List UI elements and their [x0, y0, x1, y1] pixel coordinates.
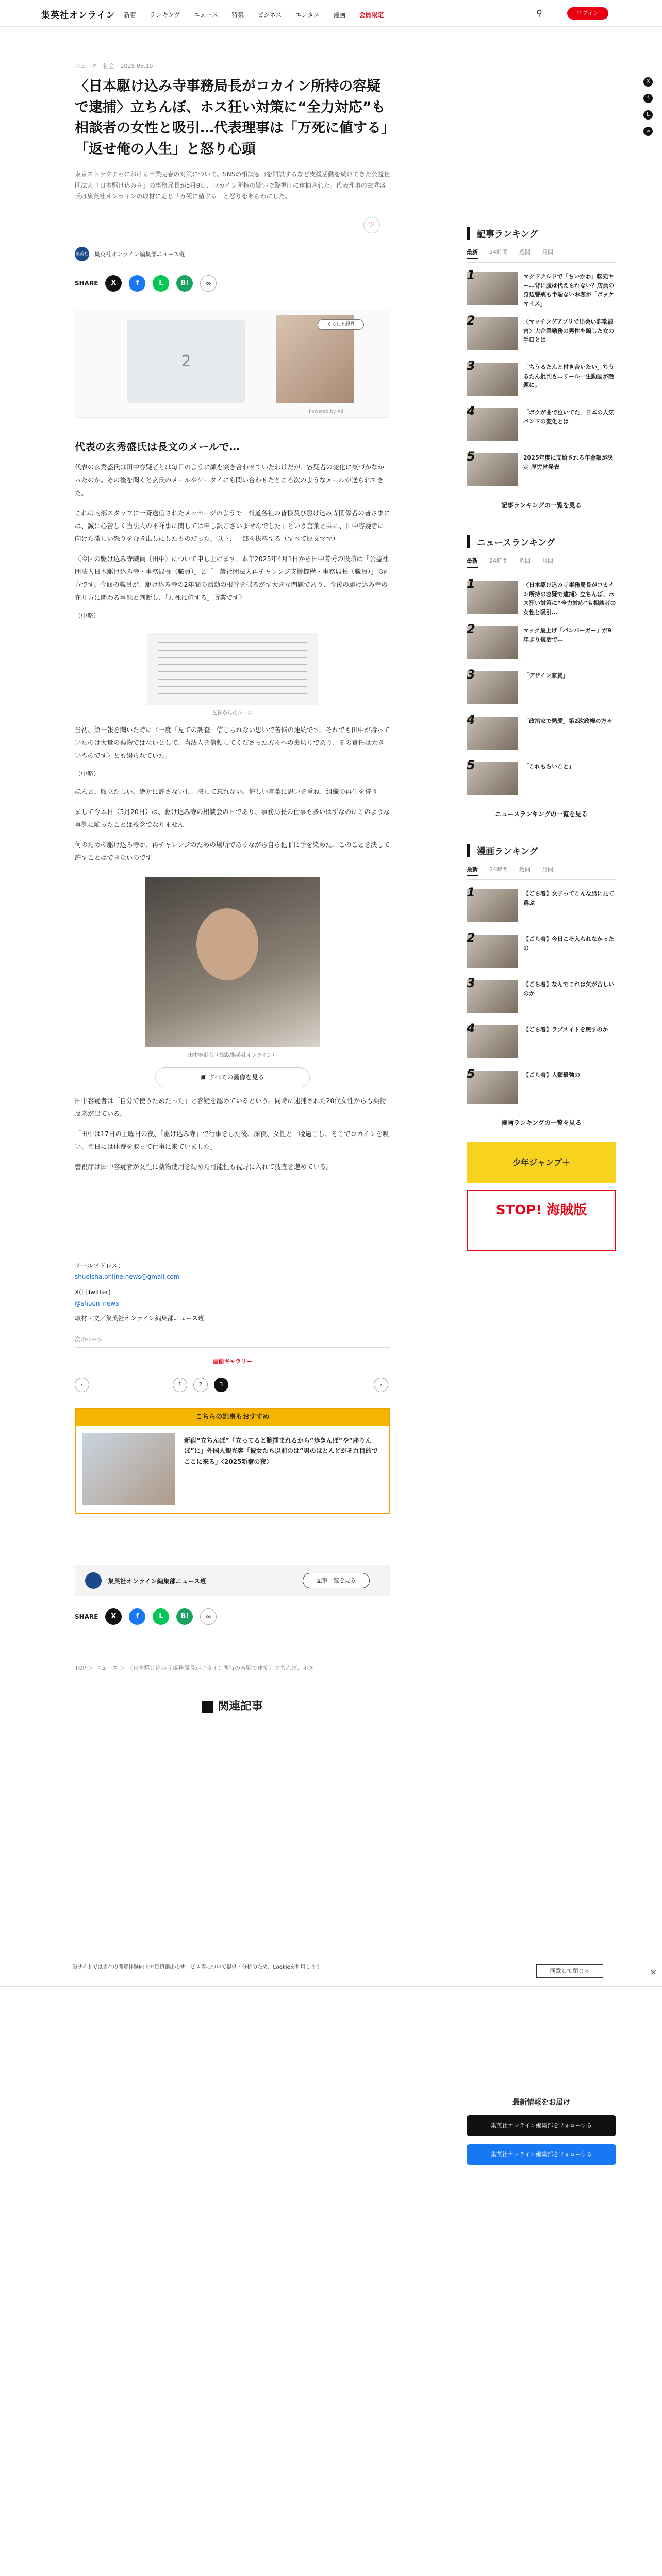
latest-info-title: 最新情報をお届け	[512, 2098, 570, 2107]
contact-mail-label: メールアドレス：	[75, 1262, 124, 1269]
copy-link-button[interactable]: ∞	[200, 275, 217, 292]
related-heading: 関連記事	[75, 1698, 390, 1714]
paragraph: まして今本日（5月20日）は、駆け込み寺の相談会の日であり、事務局長の仕事も多いはずなのにこのような事態に陥ったことは残念でなりません	[75, 807, 390, 828]
contact-x-label: X(旧Twitter)	[75, 1288, 111, 1296]
ranking-item[interactable]: 4 【ごら着】ラブメイトを戻すのか	[467, 1025, 616, 1061]
copy-link-button[interactable]: ∞	[200, 1608, 217, 1625]
sidebar	[467, 227, 616, 1251]
x-share-button[interactable]: X	[105, 275, 122, 292]
tab-week[interactable]: 週間	[519, 557, 531, 564]
site-logo[interactable]: 集英社オンライン	[41, 10, 115, 21]
line-share-button[interactable]: L	[153, 275, 169, 292]
tab-week[interactable]: 週間	[519, 866, 531, 873]
tab-month[interactable]: 月間	[542, 557, 553, 564]
ranking-more-link[interactable]: 記事ランキングの一覧を見る	[501, 502, 582, 509]
ranking-item[interactable]: 5 2025年度に支給される年金額が決定 厚労省発表	[467, 453, 616, 489]
crumb-news[interactable]: ニュース	[75, 63, 97, 70]
ranking-item[interactable]: 5 「これもちいこと」	[467, 762, 616, 798]
nav-members[interactable]: 会員限定	[359, 11, 384, 19]
author-follow-box	[75, 1565, 390, 1596]
tab-week[interactable]: 週間	[519, 249, 531, 256]
crumb-social[interactable]: 社会	[103, 63, 114, 70]
follow-x-button[interactable]: 集英社オンライン編集部をフォローする	[467, 2115, 616, 2136]
next-page-link[interactable]: 次のページ	[75, 1335, 390, 1348]
login-button[interactable]: ログイン	[567, 7, 608, 20]
page-3[interactable]: 3	[214, 1378, 228, 1392]
follow-facebook-button[interactable]: 集英社オンライン編集部をフォローする	[467, 2144, 616, 2165]
ad-promo[interactable]	[75, 310, 390, 418]
manga-ranking-more-link[interactable]: 漫画ランキングの一覧を見る	[501, 1119, 582, 1126]
share-row-bottom	[75, 1606, 390, 1627]
hatena-share-button[interactable]: B!	[176, 1608, 193, 1625]
prev-page-button[interactable]: ‹	[75, 1378, 89, 1392]
share-label: SHARE	[75, 1613, 98, 1620]
contact-x-link[interactable]: @shuon_news	[75, 1299, 119, 1307]
suspect-photo[interactable]	[145, 877, 320, 1047]
nav-new[interactable]: 新着	[124, 11, 137, 19]
contact-block	[75, 1261, 390, 1325]
page-2[interactable]: 2	[193, 1378, 208, 1392]
news-ranking-heading: ニュースランキング	[467, 535, 616, 548]
paragraph: 〈今回の駆け込み寺職員（田中）について申し上げます。本年2025年4月1日から田中芳秀の役職は「公益社団法人日本駆け込み寺・事務局長（職員）」と「一般社団法人再チャレンジ支援機構・事務局長（職員）」の両方です。今回の職員が、駆け込み寺の2年間の活動の根幹を揺るがす大きな問題であり、今後の駆け込み寺の在り方に関わる事態と判断し、「万死に値する」所業です〉	[75, 554, 390, 601]
author-name[interactable]: 集英社オンライン編集部ニュース班	[94, 250, 185, 258]
share-label: SHARE	[75, 280, 98, 287]
site-header	[0, 0, 662, 27]
ranking-item[interactable]: 2 〈マッチングアプリで出会い詐欺被害〉大企業勤務の男性を騙した女の手口とは	[467, 317, 616, 353]
tab-24h[interactable]: 24時間	[489, 557, 508, 564]
ranking-item[interactable]: 5 【ごら着】人類最強の	[467, 1071, 616, 1107]
nav-feature[interactable]: 特集	[231, 11, 244, 19]
x-share-icon[interactable]: X	[643, 77, 653, 87]
share-row	[75, 274, 390, 294]
photo-caption: 田中容疑者（撮影/集英社オンライン）	[188, 1052, 277, 1058]
ranking-item[interactable]: 1 マクドナルドで「ちいかわ」転売ヤー…背に腹は代えられない？店員の身辺警戒も半端ないお客が「ポッケマイス」	[467, 268, 614, 307]
ranking-item[interactable]: 4 「ボクが曲で泣いてた」日本の人気バンドの変化とは	[467, 408, 616, 444]
nav-manga[interactable]: 漫画	[333, 11, 346, 19]
tab-month[interactable]: 月間	[542, 249, 553, 256]
ranking-item[interactable]: 3 「デザイン家賃」	[467, 671, 616, 707]
section-heading: 代表の玄秀盛氏は長文のメールで…	[75, 440, 240, 453]
reco-header: こちらの記事もおすすめ	[76, 1409, 389, 1426]
latest-info-box	[467, 2097, 616, 2165]
nav-business[interactable]: ビジネス	[257, 11, 282, 19]
manga-ranking-heading: 漫画ランキング	[467, 844, 616, 857]
line-share-icon[interactable]: L	[643, 110, 653, 120]
facebook-share-button[interactable]: f	[129, 1608, 145, 1625]
main-nav	[124, 10, 384, 19]
paragraph: 田中容疑者は「自分で使うためだった」と容疑を認めているという。同時に逮捕された20代女性からも薬物反応が出ている。	[75, 1096, 386, 1117]
gallery-link[interactable]: 画像ギャラリー	[212, 1358, 253, 1365]
ranking-item[interactable]: 2 マック最上げ「バンバーガー」が9年ぶり復活で…	[467, 626, 616, 662]
ranking-item[interactable]: 2 【ごら着】今日こそ入られなかったの	[467, 935, 616, 971]
article-list-button[interactable]: 記事一覧を見る	[303, 1573, 370, 1588]
paragraph: ほんと、腹立たしい。絶対に許さないし、決して忘れない。悔しい言葉に思いを重ね、組織の再生を誓う	[75, 787, 378, 795]
all-images-button[interactable]: ▣ すべての画像を見る	[155, 1067, 310, 1087]
cookie-banner	[0, 1958, 662, 1987]
ranking-item[interactable]: 3 【ごら着】なんでこれは気が苦しいのか	[467, 980, 616, 1016]
promo-tag: くらしと経営	[318, 319, 364, 330]
cookie-accept-button[interactable]: 同意して閉じる	[536, 1964, 603, 1978]
paragraph: これは内部スタッフに一斉送信されたメッセージのようで「報道各社の皆様及び駆け込み寺関係者の皆さまには、誠に心苦しく当法人の不祥事に関しては申し訳ございませんでした」という言葉と共に、田中容疑者に向けた激しい怒りをむき出しにしたものだった。以下、一部を抜粋する（すべて原文ママ）	[75, 509, 390, 543]
contact-mail-link[interactable]: shueisha.online.news@gmail.com	[75, 1273, 180, 1281]
like-row	[75, 216, 390, 236]
nav-news[interactable]: ニュース	[193, 11, 219, 19]
manga-ranking-tabs	[467, 865, 616, 880]
ranking-item[interactable]: 4 「政治家で熱愛」第2次政権の方々	[467, 717, 616, 753]
breadcrumb	[75, 62, 390, 70]
author-avatar[interactable]	[85, 1572, 102, 1589]
email-image[interactable]	[147, 633, 318, 705]
ad-banner-stop-piracy[interactable]: STOP! 海賊版	[467, 1190, 616, 1251]
reco-title[interactable]: 新宿“立ちんぼ”「立ってると腕掴まれるから”歩きんぼ”や”座りんぼ”に」外国人観光客「彼女たち以前のは”男のほとんどがそれ目的でここに来る」〈2025新宿の夜〉	[184, 1436, 378, 1465]
ranking-tabs	[467, 248, 616, 263]
tab-24h[interactable]: 24時間	[489, 866, 508, 873]
floating-share-rail	[642, 77, 654, 136]
publish-date: 2025.05.10	[120, 63, 153, 70]
ranking-item[interactable]: 1 〈日本駆け込み寺事務局長がコカイン所持の容疑で逮捕〉立ちんぼ、ホス狂い対策に“全力対応”も相談者の女性と吸引…	[467, 577, 616, 616]
facebook-share-icon[interactable]: f	[643, 94, 653, 103]
article-ranking-heading: 記事ランキング	[467, 227, 616, 240]
ranking-item[interactable]: 1 【ごら着】女子ってこんな風に見て選ぶ	[467, 889, 616, 925]
nav-ranking[interactable]: ランキング	[150, 11, 180, 19]
tab-latest[interactable]: 最新	[467, 865, 478, 876]
line-share-button[interactable]: L	[153, 1608, 169, 1625]
tab-24h[interactable]: 24時間	[489, 249, 508, 256]
paragraph: 当初、第一報を聞いた時に〈一度「見ての調査」信じられない思いで苦悩の連続です。それでも田中が持っていたのは大量の薬物ではないとして、当法人を信頼してくださった方々への裏切りであり、その責任は大きいものです〉とも綴られていた。	[75, 725, 390, 759]
article-title: 〈日本駆け込み寺事務局長がコカイン所持の容疑で逮捕〉立ちんぼ、ホス狂い対策に“全力対応”も相談者の女性と吸引…代表理事は「万死に値する」「返せ俺の人生」と怒り心頭	[75, 78, 388, 157]
author-row	[75, 247, 390, 261]
x-share-button[interactable]: X	[105, 1608, 122, 1625]
article-main	[75, 62, 390, 1714]
author-name[interactable]: 集英社オンライン編集部ニュース班	[108, 1577, 207, 1585]
next-page-button[interactable]: ›	[374, 1378, 388, 1392]
promo-powered: Powered by Ad	[309, 409, 343, 414]
tab-latest[interactable]: 最新	[467, 248, 478, 259]
tab-latest[interactable]: 最新	[467, 556, 478, 568]
close-icon[interactable]: ×	[650, 1967, 657, 1977]
reco-image	[82, 1433, 175, 1505]
mid-label: （中略）	[75, 770, 100, 777]
credit: 取材・文／集英社オンライン編集部ニュース班	[75, 1315, 205, 1323]
ad-banner-jump[interactable]: 少年ジャンプ＋	[467, 1142, 616, 1183]
pagination	[75, 1376, 390, 1396]
hatena-share-button[interactable]: B!	[176, 275, 193, 292]
paragraph: 「田中は17日の土曜日の夜、「駆け込み寺」で行事をした後、深夜、女性と一晩過ごし、そこでコカインを吸い、翌日には休養を取って仕事に来ていました」	[75, 1129, 389, 1150]
recommended-box[interactable]	[75, 1408, 390, 1514]
copy-link-icon[interactable]: ∞	[643, 127, 653, 136]
article-lead: 東京ストラクチャにおける卒業売春の対策について、SNSの相談窓口を開設するなど支援活動を続けてきた公益社団法人「日本駆け込み寺」の事務局長が5月9日、コカイン所持の疑いで警視庁に逮捕された。代表理事の玄秀盛氏は集英社オンラインの取材に応じ「万死に値する」と怒りをあらわにした。	[75, 171, 390, 200]
page-1[interactable]: 1	[173, 1378, 187, 1392]
like-button[interactable]: ♡	[363, 217, 380, 233]
mid-label: （中略）	[75, 612, 100, 619]
paragraph: 警視庁は田中容疑者が女性に薬物使用を勧めた可能性も視野に入れて捜査を進めている。	[75, 1162, 333, 1171]
nav-entame[interactable]: エンタメ	[295, 11, 320, 19]
news-ranking-more-link[interactable]: ニュースランキングの一覧を見る	[495, 810, 588, 818]
facebook-share-button[interactable]: f	[129, 275, 145, 292]
paragraph: 何のための駆け込み寺か、再チャレンジのための場所でありながら自ら犯罪に手を染めた。このことを決して許すことはできないのです	[75, 840, 390, 861]
search-icon[interactable]: ⚲	[536, 8, 542, 18]
image-caption: 玄氏からのメール	[212, 710, 253, 716]
author-avatar[interactable]: 集英社	[75, 247, 89, 261]
ranking-item[interactable]: 3 「ちうるたんと付き合いたい」ちうるたん批判も…リール一生動画が話題に。	[467, 363, 616, 399]
news-ranking-tabs	[467, 556, 616, 571]
tab-month[interactable]: 月間	[542, 866, 553, 873]
cookie-text: 当サイトでは当社の閲覧体験向上や価値創出のサービス等について提供・分析のため、Cookieを利用します。	[72, 1964, 326, 1970]
promo-card: 2	[127, 320, 245, 403]
paragraph: 代表の玄秀盛氏は田中容疑者とは毎日のように顔を突き合わせていたわけだが、容疑者の変化に気づかなかったのか。その後を聞くと玄氏のメールやケータイにも問い合わせたところ次のようなメールが送られてきた。	[75, 463, 385, 497]
breadcrumb-bottom[interactable]: TOP ＞ ニュース ＞ 〈日本駆け込み寺事務局長がコカイン所持の容疑で逮捕〉立ちんぼ、ホス	[75, 1658, 390, 1672]
